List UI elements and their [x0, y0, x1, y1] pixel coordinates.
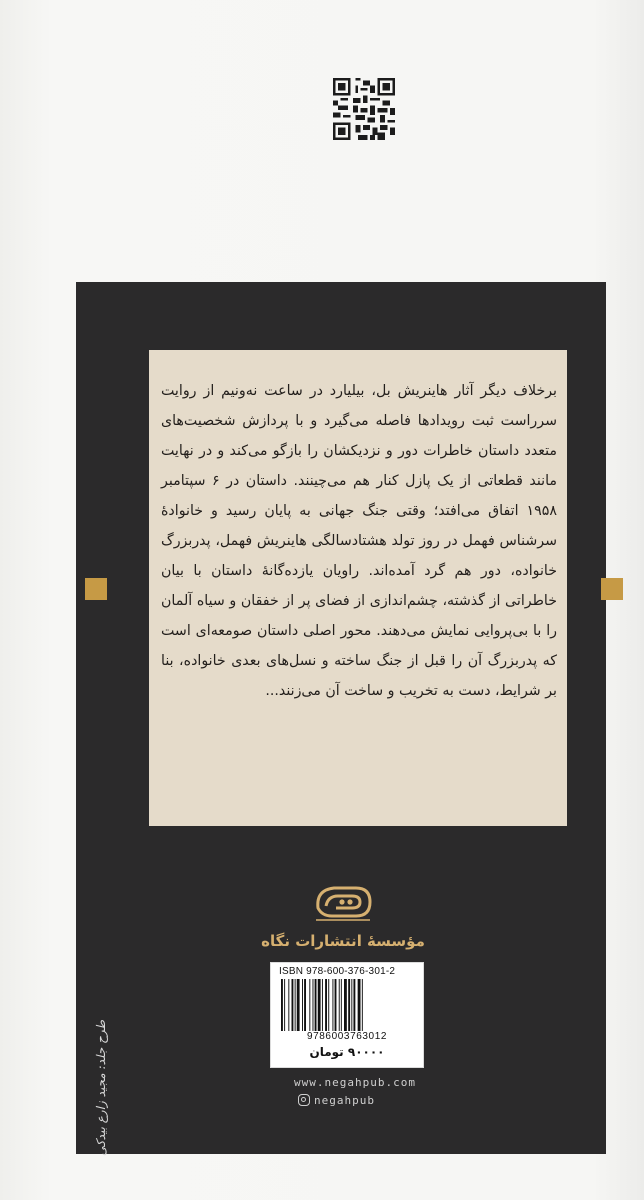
instagram-icon — [298, 1094, 310, 1106]
instagram-handle[interactable] — [298, 1094, 418, 1110]
barcode-bar — [362, 979, 363, 1031]
barcode-bar — [335, 979, 337, 1031]
publisher-logo-icon — [312, 880, 374, 926]
barcode-bar — [325, 979, 327, 1031]
barcode-bar — [295, 979, 296, 1031]
description-line: داستان با بیان خاطراتی از گذشته، چشم‌اندازی از فضای — [161, 563, 557, 609]
description-line: پدربزرگ خانواده، دور هم گرد آمده‌اند. راویان یازده‌گانهٔ — [161, 533, 558, 579]
barcode-bar — [292, 979, 294, 1031]
description-line: محور اصلی داستان صومعه‌ای است که پدربزرگ آن را — [161, 623, 557, 669]
barcode-bar — [284, 979, 285, 1031]
description-line: فهمل در روز تولد هشتادسالگی هاینریش فهمل، — [215, 533, 495, 549]
publisher-name: مؤسسهٔ انتشارات نگاه — [261, 932, 425, 950]
description-box — [149, 350, 567, 826]
description-line: قبل از جنگ ساخته و نسل‌های بعدی خانواده، بنا بر — [161, 653, 557, 699]
barcode-label — [270, 962, 424, 1068]
description-line: هم می‌چینند. داستان در ۶ سپتامبر ۱۹۵۸ اتفاق می‌افتد؛ — [161, 473, 557, 519]
description-line: پر از خفقان و سیاه آلمان را با بی‌پروایی نمایش می‌دهند. — [161, 593, 557, 639]
barcode-bar — [309, 979, 310, 1031]
barcode-bar — [344, 979, 347, 1031]
left-gold-marker — [85, 578, 107, 600]
price-text: ۹۰۰۰۰ تومان — [309, 1045, 385, 1059]
barcode-bar — [328, 979, 329, 1031]
description-line: بازگو می‌کند و در نهایت مانند قطعاتی از یک پازل کنار — [161, 443, 557, 489]
barcode-bar — [353, 979, 355, 1031]
barcode-number: 9786003763012 — [306, 1031, 388, 1042]
barcode-bar — [351, 979, 352, 1031]
isbn-text: ISBN 978-600-376-301-2 — [279, 966, 396, 977]
description-line: شخصیت‌های متعدد داستان خاطرات دور و نزدیکشان را — [161, 413, 557, 459]
barcode-bar — [318, 979, 321, 1031]
barcode-bar — [297, 979, 300, 1031]
right-gold-marker — [601, 578, 623, 600]
website-url[interactable]: www.negahpub.com — [294, 1076, 416, 1089]
barcode-bar — [304, 979, 306, 1031]
barcode-bar — [348, 979, 350, 1031]
description-text — [161, 376, 557, 706]
barcode-bar — [332, 979, 333, 1031]
barcode-bar — [313, 979, 314, 1031]
instagram-text: negahpub — [314, 1094, 375, 1107]
description-line: برخلاف دیگر آثار هاینریش بل، بیلیارد در ساعت نه‌ونیم از — [203, 383, 558, 399]
barcode-bar — [339, 979, 340, 1031]
cover-designer-credit: طرح جلد: مجید زارع بیدکی — [94, 1020, 108, 1157]
barcode-bar — [281, 979, 283, 1031]
qr-code-icon[interactable] — [333, 78, 395, 140]
barcode-bar — [302, 979, 303, 1031]
description-line: شرایط، دست به تخریب و ساخت آن می‌زنند... — [265, 683, 541, 699]
barcode — [279, 979, 415, 1031]
description-line: وقتی جنگ جهانی به پایان رسید و خانوادهٔ سرشناس — [161, 503, 557, 549]
description-line: روایت سرراست ثبت رویدادها فاصله می‌گیرد و با پردازش — [161, 383, 557, 429]
barcode-bar — [288, 979, 289, 1031]
barcode-bar — [341, 979, 342, 1031]
barcode-bar — [322, 979, 323, 1031]
barcode-bar — [315, 979, 317, 1031]
barcode-bar — [358, 979, 361, 1031]
